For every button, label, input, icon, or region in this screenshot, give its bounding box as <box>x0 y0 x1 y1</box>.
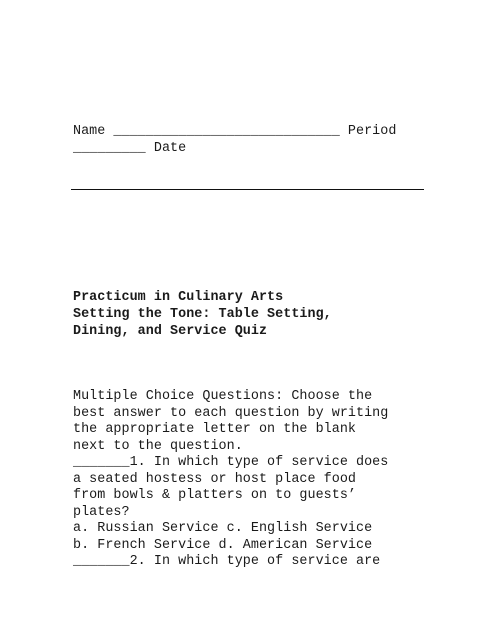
instructions-line: next to the question. <box>73 439 243 454</box>
instructions-line: the appropriate letter on the blank <box>73 422 356 437</box>
question-1-text: a seated hostess or host place food <box>73 472 356 487</box>
instructions-line: best answer to each question by writing <box>73 406 389 421</box>
title-course: Practicum in Culinary Arts <box>73 290 284 305</box>
question-1-options: a. Russian Service c. English Service <box>73 521 373 536</box>
question-1-text: plates? <box>73 505 130 520</box>
question-2-text: _______2. In which type of service are <box>73 554 381 569</box>
instructions-line: Multiple Choice Questions: Choose the <box>73 389 373 404</box>
horizontal-rule <box>71 189 424 190</box>
name-period-line: Name ____________________________ Period <box>73 124 397 139</box>
question-1-text: _______1. In which type of service does <box>73 455 389 470</box>
question-1-text: from bowls & platters on to guests’ <box>73 488 356 503</box>
title-quiz-line2: Dining, and Service Quiz <box>73 324 268 339</box>
date-line: _________ Date <box>73 141 187 156</box>
question-1-options: b. French Service d. American Service <box>73 538 373 553</box>
title-quiz-line1: Setting the Tone: Table Setting, <box>73 307 332 322</box>
